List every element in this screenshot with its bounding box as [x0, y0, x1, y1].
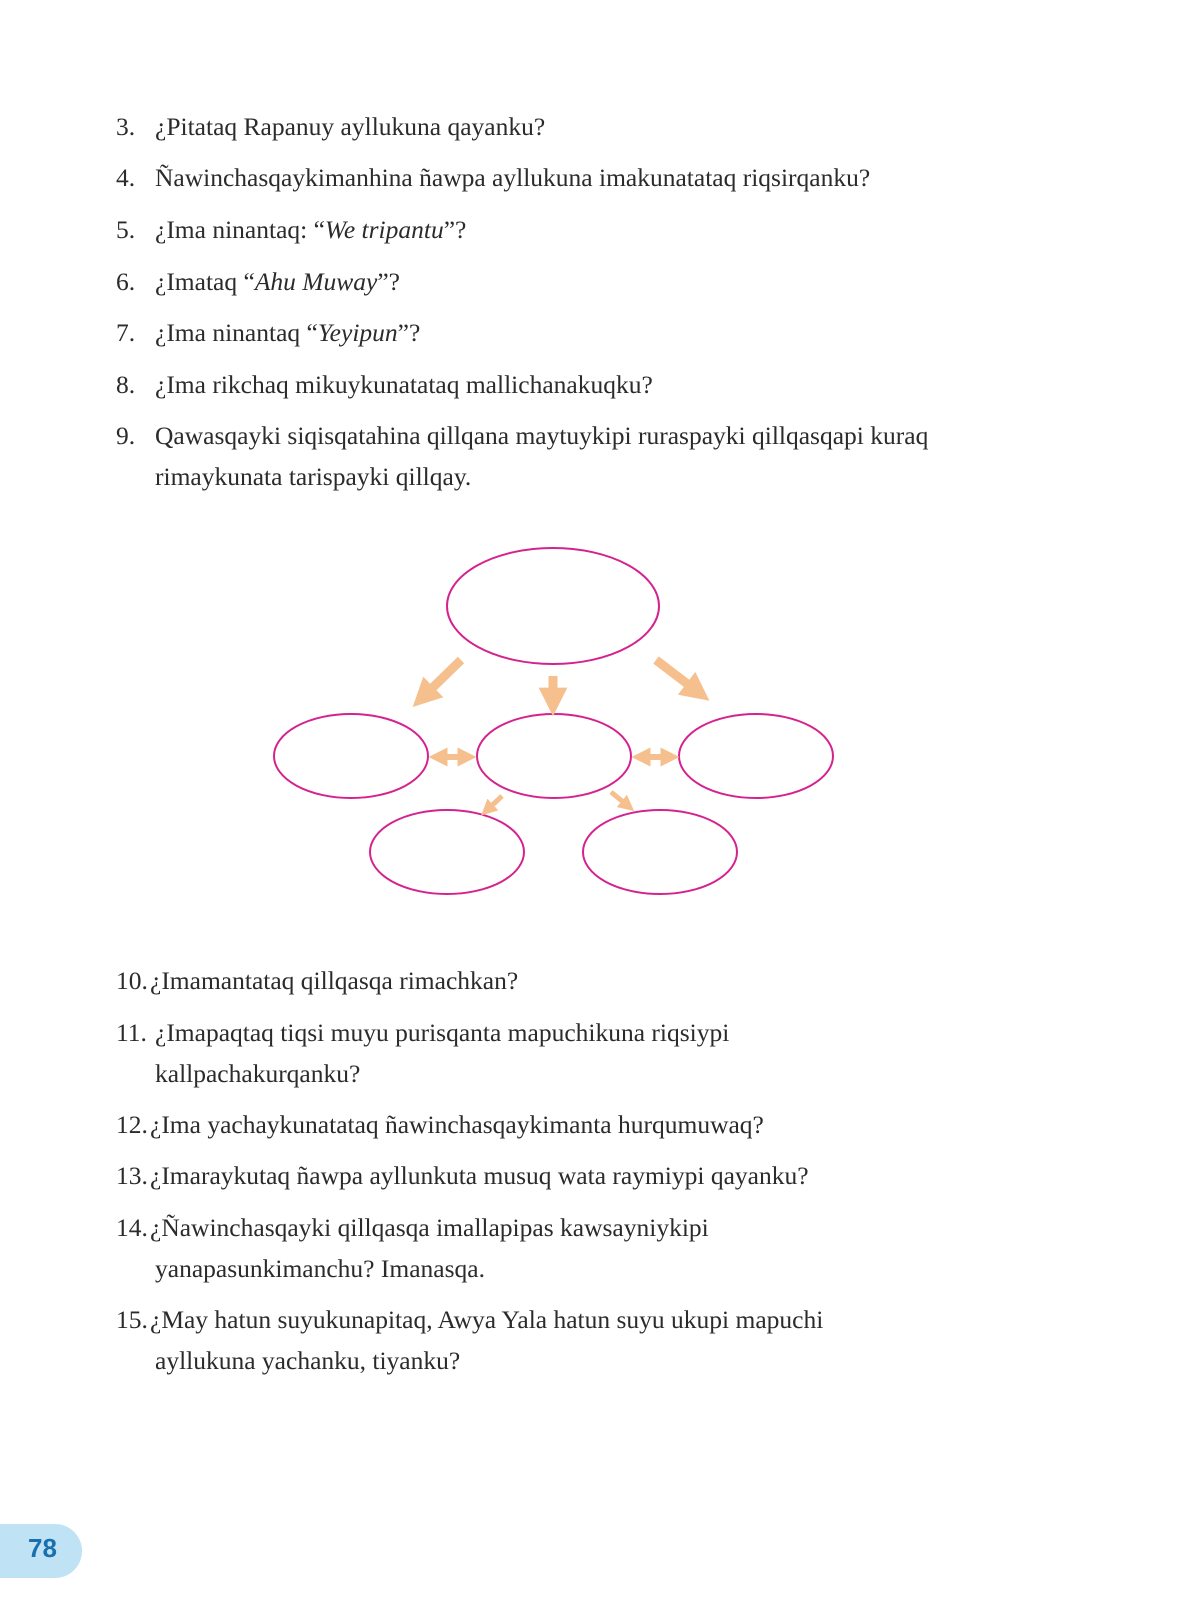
question-number: 3.	[116, 112, 136, 141]
arrow-center-to-bottom-right	[611, 792, 628, 806]
question-text	[155, 312, 1076, 353]
middle-left-ellipse[interactable]	[274, 714, 428, 798]
question-text-line-1: ¿Ñawinchasqayki qillqasqa imallapipas kawsayniykipi	[150, 1213, 709, 1242]
question-text-start: ¿Ima ninantaq: “	[155, 215, 325, 244]
question-text	[155, 261, 1076, 302]
question-text-end: ”?	[377, 267, 400, 296]
question-4	[116, 157, 1076, 198]
question-3	[116, 106, 1076, 147]
middle-center-ellipse[interactable]	[477, 714, 631, 798]
question-text-start: ¿Ima ninantaq “	[155, 318, 318, 347]
question-text-line-1: Qawasqayki siqisqatahina qillqana maytuykipi ruraspayki qillqasqapi kuraq	[155, 421, 929, 450]
question-number: 9.	[116, 421, 136, 450]
question-14	[116, 1207, 1076, 1289]
question-text-line-2: rimaykunata tarispayki qillqay.	[155, 462, 472, 491]
top-ellipse[interactable]	[447, 548, 659, 664]
question-text-end: ”?	[443, 215, 467, 244]
question-text: ¿Pitataq Rapanuy ayllukuna qayanku?	[155, 112, 546, 141]
question-15	[116, 1299, 1076, 1381]
page-number: 78	[28, 1533, 57, 1563]
question-number: 14.	[116, 1213, 148, 1242]
question-text	[155, 209, 1076, 250]
question-number: 10.	[116, 966, 148, 995]
question-text-line-2: kallpachakurqanku?	[155, 1059, 361, 1088]
question-text: ¿Imaraykutaq ñawpa ayllunkuta musuq wata raymiypi qayanku?	[150, 1161, 809, 1190]
question-8	[116, 364, 1076, 405]
question-text-line-1: ¿May hatun suyukunapitaq, Awya Yala hatun suyu ukupi mapuchi	[150, 1305, 824, 1334]
question-text-start: ¿Imataq “	[155, 267, 255, 296]
question-number: 15.	[116, 1305, 148, 1334]
question-12	[116, 1104, 1076, 1145]
question-number: 12.	[116, 1110, 148, 1139]
question-number: 7.	[116, 318, 136, 347]
question-number: 13.	[116, 1161, 148, 1190]
question-text: ¿Ima rikchaq mikuykunatataq mallichanakuqku?	[155, 370, 653, 399]
quoted-term: Ahu Muway	[254, 267, 378, 296]
question-text: ¿Imamantataq qillqasqa rimachkan?	[150, 966, 519, 995]
question-13	[116, 1155, 1076, 1196]
question-6	[116, 261, 1076, 302]
arrow-top-to-right	[656, 660, 698, 692]
question-7	[116, 312, 1076, 353]
question-10	[116, 960, 1076, 1001]
quoted-term: Yeyipun	[317, 318, 398, 347]
bottom-right-ellipse[interactable]	[583, 810, 737, 894]
question-text: ¿Ima yachaykunatataq ñawinchasqaykimanta hurqumuwaq?	[150, 1110, 764, 1139]
question-number: 6.	[116, 267, 136, 296]
question-5	[116, 209, 1076, 250]
question-text-line-1: ¿Imapaqtaq tiqsi muyu purisqanta mapuchikuna riqsiypi	[155, 1018, 730, 1047]
middle-right-ellipse[interactable]	[679, 714, 833, 798]
question-number: 8.	[116, 370, 136, 399]
question-11	[116, 1012, 1076, 1094]
quoted-term: We tripantu	[324, 215, 444, 244]
question-number: 4.	[116, 163, 136, 192]
question-9	[116, 415, 1076, 497]
bottom-left-ellipse[interactable]	[370, 810, 524, 894]
question-text-line-2: ayllukuna yachanku, tiyanku?	[155, 1346, 461, 1375]
question-text: Ñawinchasqaykimanhina ñawpa ayllukuna imakunatataq riqsirqanku?	[155, 163, 871, 192]
question-number: 5.	[116, 215, 136, 244]
arrow-center-to-bottom-left	[487, 796, 502, 810]
question-text-end: ”?	[397, 318, 421, 347]
question-text-line-2: yanapasunkimanchu? Imanasqa.	[155, 1254, 485, 1283]
arrow-top-to-left	[423, 660, 461, 697]
question-number: 11.	[116, 1018, 147, 1047]
graphic-organizer	[270, 540, 870, 920]
